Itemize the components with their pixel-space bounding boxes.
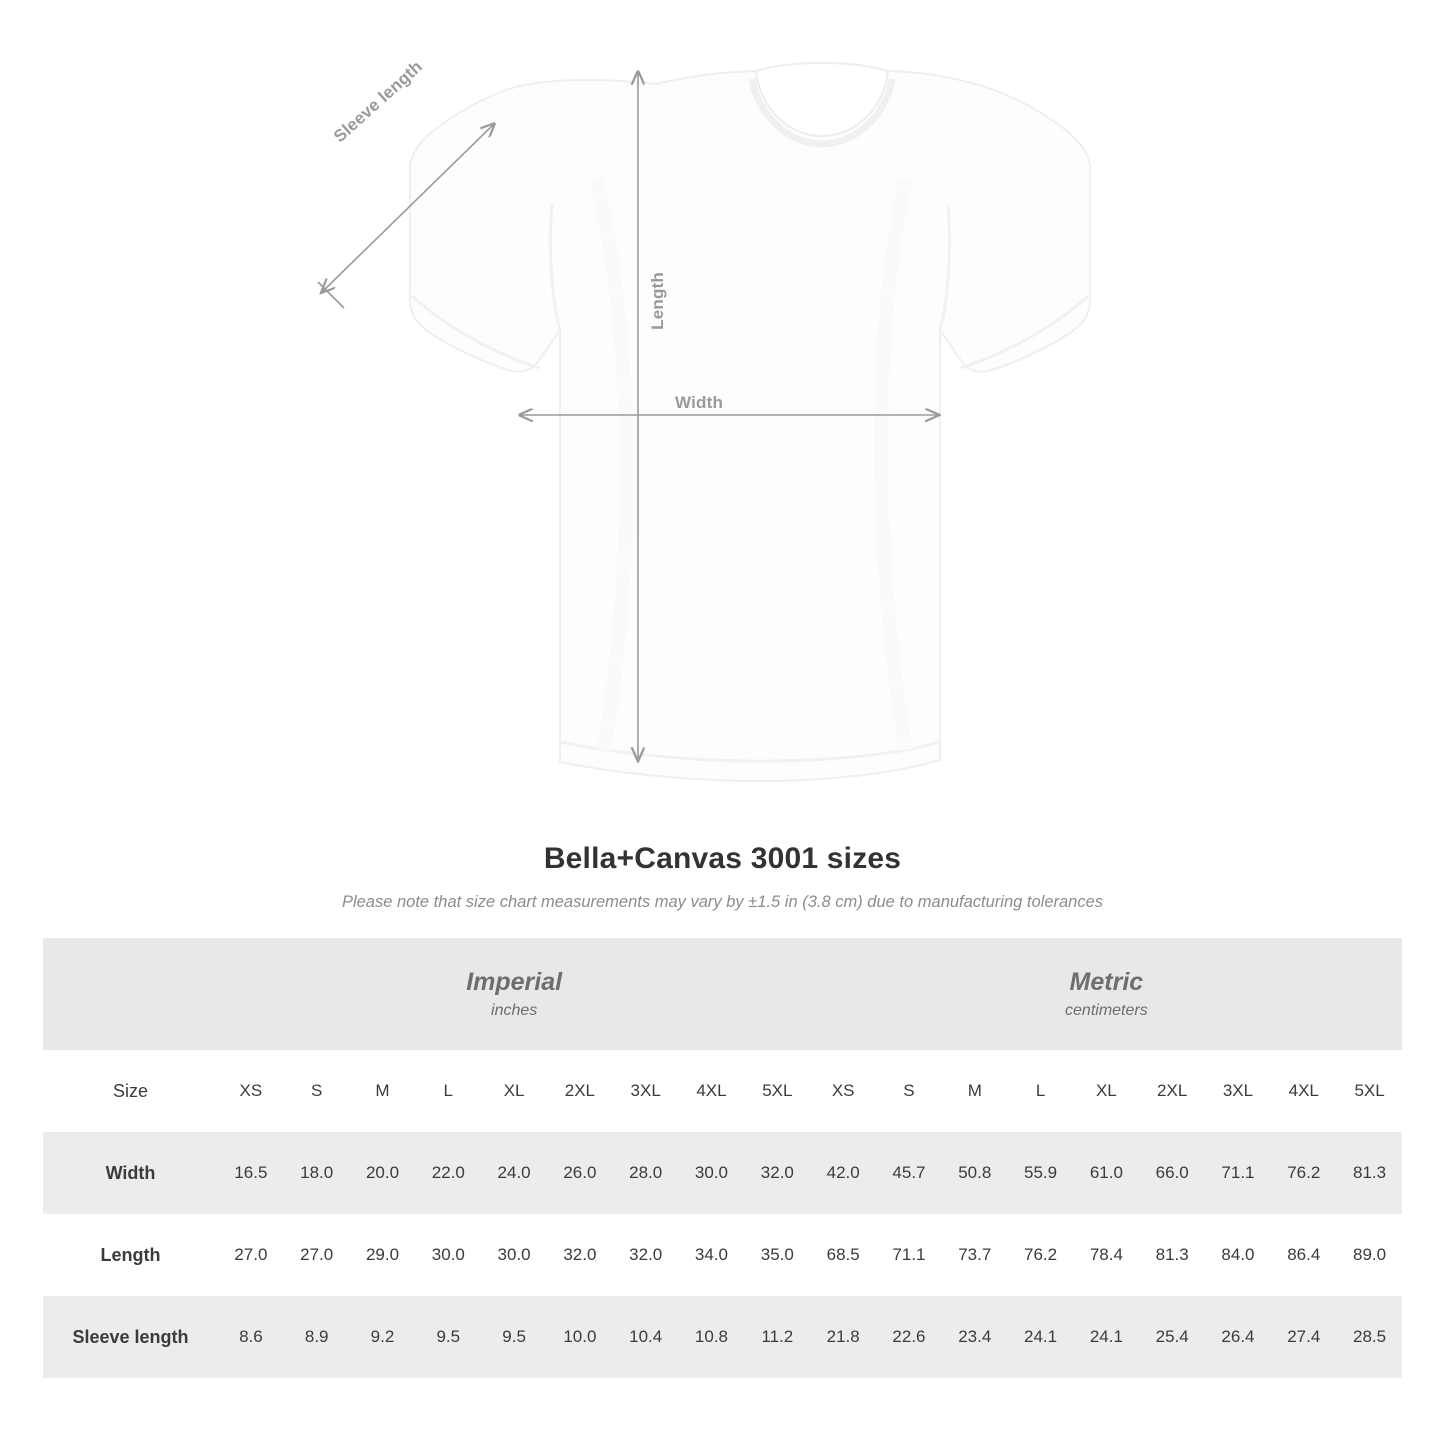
measurement-cell: 78.4: [1089, 1245, 1123, 1264]
size-header-cell: S: [284, 1050, 350, 1132]
measurement-cell: 86.4: [1287, 1245, 1321, 1264]
measurement-label: Length: [100, 1244, 161, 1265]
measurement-cell: 30.0: [679, 1132, 745, 1214]
measurement-cell: 27.4: [1271, 1296, 1337, 1378]
measurement-label: Sleeve length: [43, 1296, 218, 1378]
size-header-label: Size: [43, 1050, 218, 1132]
measurement-cell: 34.0: [694, 1245, 729, 1264]
length-label: Length: [648, 272, 667, 330]
size-header-cell: M: [942, 1050, 1008, 1132]
size-table: [43, 938, 1402, 1378]
measurement-cell: 22.0: [415, 1132, 481, 1214]
unit-group-row: [43, 938, 1402, 1050]
size-header-cell: S: [876, 1050, 942, 1132]
measurement-cell: 55.9: [1008, 1132, 1074, 1214]
measurement-cell: 66.0: [1139, 1132, 1205, 1214]
size-header-cell: 5XL: [1337, 1050, 1403, 1132]
size-header-cell: 5XL: [744, 1050, 810, 1132]
size-header-cell: 2XL: [547, 1050, 613, 1132]
measurement-cell: 9.5: [481, 1296, 547, 1378]
unit-row-spacer: [43, 938, 218, 1050]
size-header-cell: XS: [218, 1050, 284, 1132]
size-header-cell: 4XL: [679, 1050, 745, 1132]
measurement-cell: 10.8: [679, 1296, 745, 1378]
measurement-cell: 73.7: [958, 1245, 992, 1264]
tshirt-shape: [410, 63, 1090, 781]
measurement-cell: 16.5: [218, 1132, 284, 1214]
unit-group-name: Metric: [1069, 968, 1144, 997]
table-row: [43, 1132, 1402, 1214]
table-row: [43, 1296, 1402, 1378]
measurement-cell: 68.5: [826, 1245, 860, 1264]
unit-group-cell: [218, 938, 810, 1050]
measurement-cell: 28.0: [613, 1132, 679, 1214]
measurement-cell: 9.2: [350, 1296, 416, 1378]
measurement-cell: 45.7: [876, 1132, 942, 1214]
measurement-cell: 27.0: [300, 1245, 334, 1264]
measurement-cell: 76.2: [1024, 1245, 1058, 1264]
size-header-cell: 4XL: [1271, 1050, 1337, 1132]
measurement-cell: 25.4: [1139, 1296, 1205, 1378]
measurement-cell: 71.1: [1205, 1132, 1271, 1214]
size-header-cell: XS: [810, 1050, 876, 1132]
measurement-cell: 76.2: [1271, 1132, 1337, 1214]
measurement-cell: 29.0: [365, 1245, 400, 1264]
width-label: Width: [675, 393, 724, 412]
measurement-cell: 9.5: [415, 1296, 481, 1378]
size-header-cell: L: [1008, 1050, 1074, 1132]
size-header-cell: 3XL: [1205, 1050, 1271, 1132]
measurement-cell: 84.0: [1221, 1245, 1255, 1264]
size-header-cell: 2XL: [1139, 1050, 1205, 1132]
tolerance-note: Please note that size chart measurements may vary by ±1.5 in (3.8 cm) due to manufacturing tolerances: [341, 893, 1104, 911]
size-header-cell: 3XL: [613, 1050, 679, 1132]
measurement-cell: 32.0: [629, 1245, 663, 1264]
measurement-cell: 22.6: [876, 1296, 942, 1378]
measurement-cell: 50.8: [942, 1132, 1008, 1214]
size-header-cell: M: [350, 1050, 416, 1132]
measurement-cell: 26.4: [1205, 1296, 1271, 1378]
measurement-cell: 42.0: [810, 1132, 876, 1214]
measurement-cell: 28.5: [1337, 1296, 1403, 1378]
size-header-cell: XL: [1073, 1050, 1139, 1132]
measurement-cell: 10.0: [547, 1296, 613, 1378]
measurement-cell: 24.0: [481, 1132, 547, 1214]
sleeve-length-label: Sleeve length: [330, 56, 427, 147]
measurement-cell: 23.4: [942, 1296, 1008, 1378]
measurement-cell: 81.3: [1155, 1245, 1189, 1264]
size-header-cell: L: [415, 1050, 481, 1132]
size-table-wrap: [43, 938, 1402, 1378]
measurement-cell: 24.1: [1008, 1296, 1074, 1378]
measurement-cell: 32.0: [563, 1245, 597, 1264]
measurement-cell: 61.0: [1073, 1132, 1139, 1214]
unit-group-cell: [810, 938, 1402, 1050]
measurement-cell: 18.0: [284, 1132, 350, 1214]
unit-group-sub: inches: [491, 1001, 538, 1019]
measurement-cell: 8.9: [284, 1296, 350, 1378]
size-header-cell: XL: [481, 1050, 547, 1132]
title-block: [0, 842, 1445, 912]
measurement-cell: 81.3: [1337, 1132, 1403, 1214]
measurement-cell: 89.0: [1353, 1245, 1387, 1264]
measurement-cell: 11.2: [744, 1296, 810, 1378]
measurement-cell: 71.1: [892, 1245, 926, 1264]
measurement-cell: 30.0: [431, 1245, 465, 1264]
measurement-cell: 35.0: [760, 1245, 794, 1264]
page-title: Bella+Canvas 3001 sizes: [543, 842, 902, 875]
measurement-cell: 27.0: [234, 1245, 268, 1264]
measurement-cell: 20.0: [350, 1132, 416, 1214]
measurement-cell: 8.6: [218, 1296, 284, 1378]
unit-group-sub: centimeters: [1065, 1001, 1148, 1019]
measurement-cell: 26.0: [547, 1132, 613, 1214]
measurement-cell: 24.1: [1073, 1296, 1139, 1378]
measurement-cell: 30.0: [497, 1245, 531, 1264]
table-row: [43, 1214, 1402, 1296]
size-header-row: [43, 1050, 1402, 1132]
measurement-cell: 32.0: [744, 1132, 810, 1214]
measurement-cell: 21.8: [810, 1296, 876, 1378]
unit-group-name: Imperial: [466, 968, 563, 997]
measurement-label: Width: [43, 1132, 218, 1214]
measurement-cell: 10.4: [613, 1296, 679, 1378]
